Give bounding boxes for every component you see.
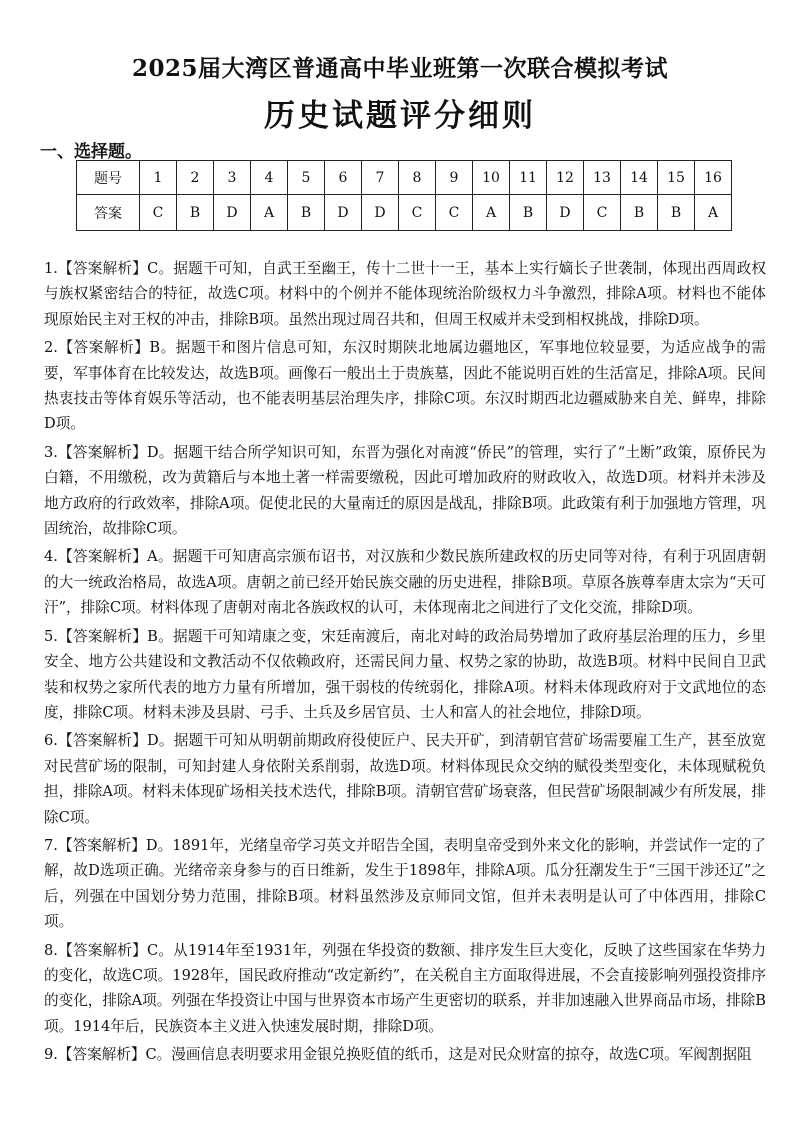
answer-row xyxy=(77,195,732,231)
question-number-cell: 16 xyxy=(695,161,732,195)
answer-cell: D xyxy=(362,195,399,231)
answer-cell: D xyxy=(547,195,584,231)
explanations-list xyxy=(44,256,766,1071)
question-number-cell: 3 xyxy=(214,161,251,195)
answer-cell: C xyxy=(140,195,177,231)
answer-cell: C xyxy=(399,195,436,231)
question-number-cell: 4 xyxy=(251,161,288,195)
question-number-cell: 2 xyxy=(177,161,214,195)
question-number-cell: 7 xyxy=(362,161,399,195)
answer-cell: B xyxy=(621,195,658,231)
answer-table xyxy=(76,160,732,231)
question-number-cell: 13 xyxy=(584,161,621,195)
row-label-number: 题号 xyxy=(77,161,140,195)
answer-cell: A xyxy=(695,195,732,231)
exam-subtitle: 历史试题评分细则 xyxy=(264,98,536,134)
explanation-paragraph: 1.【答案解析】C。据题干可知，自武王至幽王，传十二世十一王，基本上实行嫡长子世袭制，体现出西周政权与族权紧密结合的特征，故选C项。材料中的个例并不能体现统治阶级权力斗争激烈，排除A项。材料也不能体现原始民主对王权的冲击，排除B项。虽然出现过周召共和，但周王权威并未受到相权挑战，排除D项。 xyxy=(44,260,766,328)
question-number-cell: 12 xyxy=(547,161,584,195)
question-number-cell: 11 xyxy=(510,161,547,195)
answer-cell: C xyxy=(436,195,473,231)
exam-title: 2025届大湾区普通高中毕业班第一次联合模拟考试 xyxy=(131,55,668,82)
question-number-cell: 1 xyxy=(140,161,177,195)
question-number-cell: 14 xyxy=(621,161,658,195)
explanation-paragraph: 8.【答案解析】C。从1914年至1931年，列强在华投资的数额、排序发生巨大变化，反映了这些国家在华势力的变化，故选C项。1928年，国民政府推动“改定新约”，在关税自主方面取得进展，不会直接影响列强投资排序的变化，排除A项。列强在华投资让中国与世界资本市场产生更密切的联系，并非加速融入世界商品市场，排除B项。1914年后，民族资本主义进入快速发展时期，排除D项。 xyxy=(44,941,766,1035)
question-number-row xyxy=(77,161,732,195)
question-number-cell: 6 xyxy=(325,161,362,195)
answer-cell: D xyxy=(325,195,362,231)
explanation-paragraph: 2.【答案解析】B。据题干和图片信息可知，东汉时期陕北地属边疆地区，军事地位较显要，为适应战争的需要，军事体育在比较发达，故选B项。画像石一般出土于贵族墓，因此不能说明百姓的生活富足，排除A项。民间热衷技击等体育娱乐等活动，也不能表明基层治理失序，排除C项。东汉时期西北边疆威胁来自羌、鲜卑，排除D项。 xyxy=(44,339,766,433)
row-label-answer: 答案 xyxy=(77,195,140,231)
explanation-paragraph: 5.【答案解析】B。据题干可知靖康之变，宋廷南渡后，南北对峙的政治局势增加了政府基层治理的压力，乡里安全、地方公共建设和文教活动不仅依赖政府，还需民间力量、权势之家的协助，故选B项。材料中民间自卫武装和权势之家所代表的地方力量有所增加，强干弱枝的传统弱化，排除A项。材料未体现政府对于文武地位的态度，排除C项。材料未涉及县尉、弓手、土兵及乡居官员、士人和富人的社会地位，排除D项。 xyxy=(44,627,766,721)
explanation-paragraph: 9.【答案解析】C。漫画信息表明要求用金银兑换贬值的纸币，这是对民众财富的掠夺，故选C项。军阀割据阻 xyxy=(44,1046,752,1064)
question-number-cell: 9 xyxy=(436,161,473,195)
question-number-cell: 8 xyxy=(399,161,436,195)
section-heading: 一、选择题。 xyxy=(40,142,142,162)
explanation-paragraph: 3.【答案解析】D。据题干结合所学知识可知，东晋为强化对南渡“侨民”的管理，实行了“土断”政策，原侨民为白籍，不用缴税，改为黄籍后与本地土著一样需要缴税，因此可增加政府的财政收入，故选D项。材料并未涉及地方政府的行政效率，排除A项。促使北民的大量南迁的原因是战乱，排除B项。此政策有利于加强地方管理，巩固统治，故排除C项。 xyxy=(44,443,766,538)
answer-cell: B xyxy=(177,195,214,231)
answer-cell: C xyxy=(584,195,621,231)
question-number-cell: 5 xyxy=(288,161,325,195)
answer-cell: B xyxy=(658,195,695,231)
answer-cell: A xyxy=(473,195,510,231)
explanation-paragraph: 4.【答案解析】A。据题干可知唐高宗颁布诏书，对汉族和少数民族所建政权的历史同等对待，有利于巩固唐朝的大一统政治格局，故选A项。唐朝之前已经开始民族交融的历史进程，排除B项。草原各族尊奉唐太宗为“天可汗”，排除C项。材料体现了唐朝对南北各族政权的认可，未体现南北之间进行了文化交流，排除D项。 xyxy=(44,548,766,617)
explanation-paragraph: 7.【答案解析】D。1891年，光绪皇帝学习英文并昭告全国，表明皇帝受到外来文化的影响，并尝试作一定的了解，故D选项正确。光绪帝亲身参与的百日维新，发生于1898年，排除A项。瓜分狂潮发生于“三国干涉还辽”之后，列强在中国划分势力范围，排除B项。材料虽然涉及京师同文馆，但并未表明是认可了中体西用，排除C项。 xyxy=(44,836,766,931)
answer-cell: B xyxy=(510,195,547,231)
answer-cell: D xyxy=(214,195,251,231)
question-number-cell: 10 xyxy=(473,161,510,195)
explanation-paragraph: 6.【答案解析】D。据题干可知从明朝前期政府役使匠户、民夫开矿，到清朝官营矿场需要雇工生产，甚至放宽对民营矿场的限制，可知封建人身依附关系削弱，故选D项。材料体现民众交纳的赋役类型变化，未体现赋税负担，排除A项。材料未体现矿场相关技术迭代，排除B项。清朝官营矿场衰落，但民营矿场限制减少有所发展，排除C项。 xyxy=(44,732,766,826)
question-number-cell: 15 xyxy=(658,161,695,195)
answer-cell: B xyxy=(288,195,325,231)
answer-cell: A xyxy=(251,195,288,231)
